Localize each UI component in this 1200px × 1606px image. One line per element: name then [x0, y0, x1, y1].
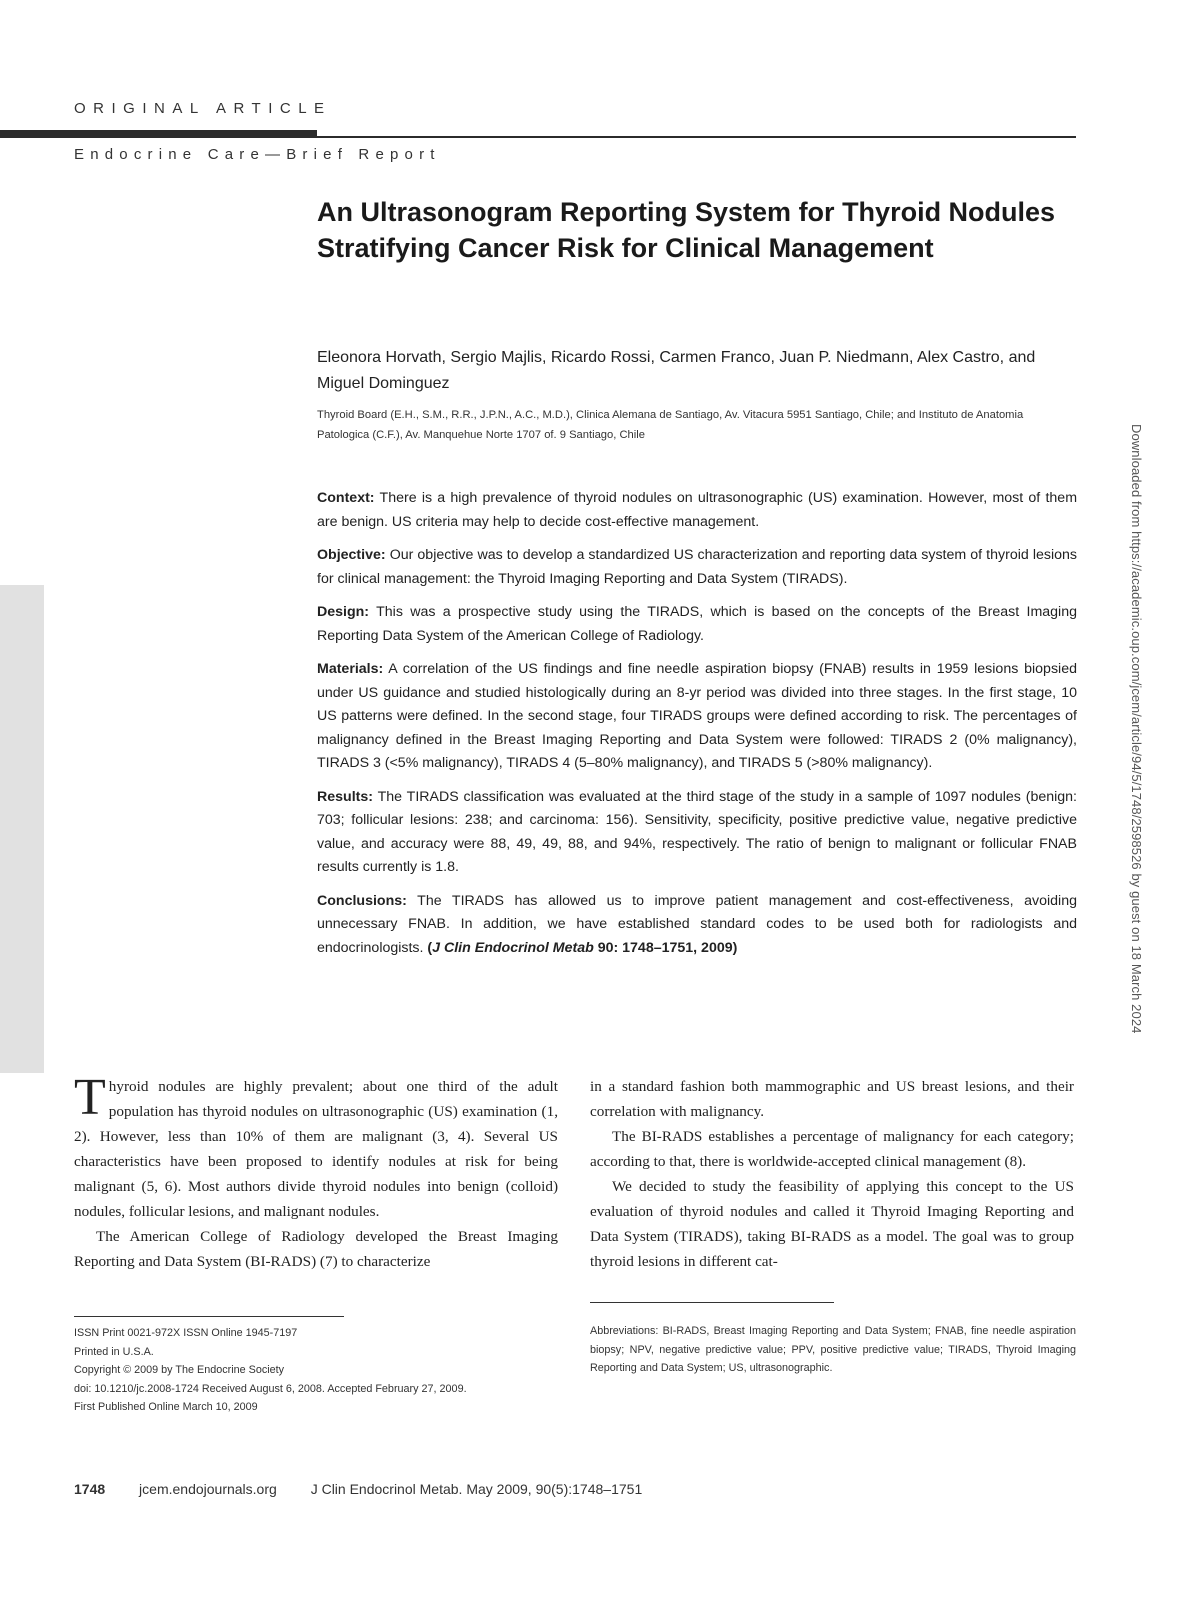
- abstract-context-text: There is a high prevalence of thyroid nodules on ultrasonographic (US) examination. However, most of them are benign. US criteria may help to decide cost-effective management.: [317, 490, 1078, 530]
- citation-journal: J Clin Endocrinol Metab: [432, 939, 594, 956]
- citation: [427, 940, 737, 956]
- citation-open: (: [427, 939, 433, 956]
- drop-cap: T: [74, 1069, 106, 1126]
- footnote-rule-left: [74, 1316, 344, 1317]
- author-list: Eleonora Horvath, Sergio Majlis, Ricardo Rossi, Carmen Franco, Juan P. Niedmann, Alex Castro, and Miguel Dominguez: [317, 349, 1036, 392]
- abstract-conclusions: [317, 890, 1077, 961]
- body-paragraph-text: hyroid nodules are highly prevalent; about one third of the adult population has thyroid nodules on ultrasonographic (US) examination (1, 2). However, less than 10% of them are malignant (3, 4). Several US characteristics have been proposed to identify nodules at risk for being malignant (5, 6). Most authors divide thyroid nodules into benign (colloid) nodules, follicular lesions, and malignant nodules.: [74, 1078, 558, 1220]
- section-label: ORIGINAL ARTICLE: [74, 100, 332, 117]
- body-paragraph: in a standard fashion both mammographic and US breast lesions, and their correlation with malignancy.: [590, 1078, 1074, 1120]
- body-paragraph: The American College of Radiology developed the Breast Imaging Reporting and Data System (BI-RADS) (7) to characterize: [74, 1228, 558, 1270]
- abstract: [317, 487, 1077, 970]
- abstract-objective-text: Our objective was to develop a standardized US characterization and reporting data system of thyroid lesions for clinical management: the Thyroid Imaging Reporting and Data System (TIRADS).: [317, 547, 1077, 587]
- abstract-conclusions-text: The TIRADS has allowed us to improve patient management and cost-effectiveness, avoiding unnecessary FNAB. In addition, we have established standard codes to be used both for radiologists and endocrinologists.: [317, 892, 1077, 956]
- abstract-context: [317, 487, 1077, 534]
- doi-line: doi: 10.1210/jc.2008-1724 Received August 6, 2008. Accepted February 27, 2009.: [74, 1382, 467, 1395]
- issn-line: ISSN Print 0021-972X ISSN Online 1945-7197: [74, 1327, 298, 1339]
- journal-website: jcem.endojournals.org: [139, 1481, 277, 1497]
- download-notice: [1120, 424, 1146, 1164]
- abstract-objective-heading: Objective:: [317, 547, 386, 563]
- abstract-context-heading: Context:: [317, 490, 375, 506]
- abstract-results: [317, 786, 1077, 880]
- abstract-materials-heading: Materials:: [317, 661, 384, 677]
- published-line: First Published Online March 10, 2009: [74, 1401, 258, 1413]
- subsection-label: Endocrine Care—Brief Report: [74, 146, 441, 163]
- article-title: An Ultrasonogram Reporting System for Thyroid Nodules Stratifying Cancer Risk for Clinical Management: [317, 197, 1056, 263]
- copyright-line: Copyright © 2009 by The Endocrine Society: [74, 1364, 285, 1376]
- page-footer: [74, 1481, 642, 1497]
- abstract-conclusions-heading: Conclusions:: [317, 892, 407, 909]
- body-column-right: [590, 1074, 1074, 1274]
- download-notice-text: Downloaded from https://academic.oup.com/jcem/article/94/5/1748/2598526 by guest on 18 March 2024: [1129, 424, 1144, 1034]
- body-paragraph: We decided to study the feasibility of applying this concept to the US evaluation of thyroid nodules and called it Thyroid Imaging Reporting and Data System (TIRADS), taking BI-RADS as a model. The goal was to group thyroid lesions in different cat-: [590, 1178, 1074, 1270]
- abstract-materials-text: A correlation of the US findings and fine needle aspiration biopsy (FNAB) results in 1959 lesions biopsied under US guidance and studied histologically during an 8-yr period was divided into three stages. In the first stage, 10 US patterns were defined. In the second stage, four TIRADS groups were defined according to risk. The percentages of malignancy defined in the Breast Imaging Reporting and Data System were followed: TIRADS 2 (0% malignancy), TIRADS 3 (<5% malignancy), TIRADS 4 (5–80% malignancy), and TIRADS 5 (>80% malignancy).: [317, 661, 1077, 771]
- header-rule-thin: [317, 136, 1076, 138]
- abstract-materials: [317, 658, 1077, 776]
- printed-line: Printed in U.S.A.: [74, 1345, 154, 1358]
- body-column-left: [74, 1069, 558, 1274]
- margin-tab: [0, 585, 44, 1073]
- page-number: 1748: [74, 1481, 106, 1497]
- abbreviations-footnote: Abbreviations: BI-RADS, Breast Imaging Reporting and Data System; FNAB, fine needle aspiration biopsy; NPV, negative predictive value; PPV, positive predictive value; TIRADS, Thyroid Imaging Reporting and Data System; US, ultrasonographic.: [590, 1325, 1076, 1374]
- citation-details: 90: 1748–1751, 2009): [597, 939, 738, 956]
- publication-info: [74, 1324, 558, 1417]
- abstract-design-text: This was a prospective study using the TIRADS, which is based on the concepts of the Breast Imaging Reporting Data System of the American College of Radiology.: [317, 604, 1077, 644]
- body-paragraph: [74, 1069, 558, 1224]
- journal-citation: J Clin Endocrinol Metab. May 2009, 90(5):1748–1751: [310, 1481, 643, 1497]
- header-rule-thick: [0, 130, 317, 138]
- abstract-results-heading: Results:: [317, 788, 373, 805]
- abstract-results-text: The TIRADS classification was evaluated at the third stage of the study in a sample of 1097 nodules (benign: 703; follicular lesions: 238; and carcinoma: 156). Sensitivity, specificity, positive predictive value, negative predictive value, and accuracy were 88, 49, 49, 88, and 94%, respectively. The ratio of benign to malignant or follicular FNAB results currently is 1.8.: [317, 788, 1078, 875]
- abstract-design: [317, 601, 1077, 648]
- abstract-objective: [317, 544, 1077, 591]
- affiliation: Thyroid Board (E.H., S.M., R.R., J.P.N., A.C., M.D.), Clinica Alemana de Santiago, Av. Vitacura 5951 Santiago, Chile; and Instituto de Anatomia Patologica (C.F.), Av. Manquehue Norte 1707 of. 9 Santiago, Chile: [317, 409, 1024, 441]
- body-paragraph: The BI-RADS establishes a percentage of malignancy for each category; according to that, there is worldwide-accepted clinical management (8).: [590, 1128, 1074, 1170]
- footnote-rule-right: [590, 1302, 834, 1303]
- abstract-design-heading: Design:: [317, 604, 370, 620]
